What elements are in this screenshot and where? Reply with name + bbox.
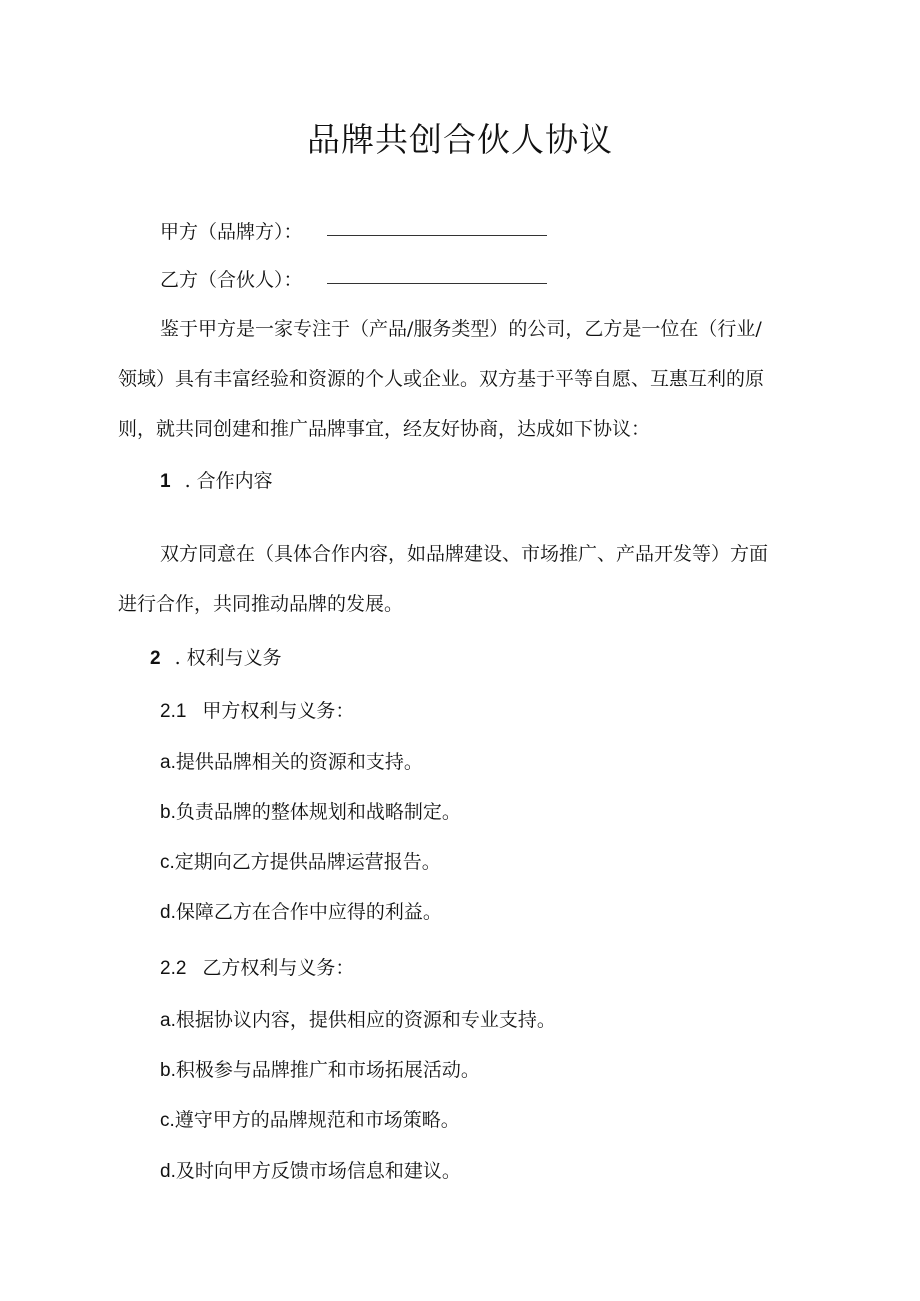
party-b-label: 乙方（合伙人）： — [160, 269, 303, 291]
subsection-2-1-heading — [160, 698, 354, 725]
section-2-heading — [150, 645, 282, 672]
subsection-2-2-title: 乙方权利与义务： — [202, 957, 355, 979]
section-2-title: . 权利与义务 — [174, 647, 282, 669]
party-a-label: 甲方（品牌方）： — [160, 221, 303, 243]
list-item-letter: b. — [160, 802, 176, 823]
list-item — [160, 1158, 461, 1185]
list-item — [160, 899, 442, 926]
section-1-body-line-1: 双方同意在（具体合作内容，如品牌建设、市场推广、产品开发等）方面 — [160, 543, 769, 565]
section-2-number: 2 — [150, 648, 161, 669]
subsection-2-2-number: 2.2 — [160, 958, 187, 979]
list-item — [160, 1057, 480, 1084]
list-item-text: 积极参与品牌推广和市场拓展活动。 — [175, 1059, 480, 1081]
list-item — [160, 1007, 556, 1034]
list-item-text: 及时向甲方反馈市场信息和建议。 — [175, 1160, 461, 1182]
list-item-text: 负责品牌的整体规划和战略制定。 — [175, 801, 461, 823]
section-1-heading — [160, 468, 273, 495]
document-title: 品牌共创合伙人协议 — [307, 120, 613, 159]
list-item-text: 遵守甲方的品牌规范和市场策略。 — [174, 1109, 460, 1131]
list-item-letter: c. — [160, 1110, 175, 1131]
list-item — [160, 749, 423, 776]
party-a-blank-line — [327, 234, 547, 236]
list-item-letter: d. — [160, 1161, 176, 1182]
party-a-line — [160, 219, 547, 245]
party-b-line — [160, 267, 547, 293]
list-item-letter: c. — [160, 852, 175, 873]
preamble-line-2: 领域）具有丰富经验和资源的个人或企业。双方基于平等自愿、互惠互利的原 — [118, 368, 765, 390]
preamble-line-3: 则，就共同创建和推广品牌事宜，经友好协商，达成如下协议： — [118, 418, 651, 440]
list-item — [160, 849, 441, 876]
subsection-2-1-title: 甲方权利与义务： — [202, 700, 355, 722]
list-item-text: 保障乙方在合作中应得的利益。 — [175, 901, 442, 923]
preamble-line-1: 鉴于甲方是一家专注于（产品/服务类型）的公司，乙方是一位在（行业/ — [160, 318, 762, 340]
list-item — [160, 1107, 460, 1134]
subsection-2-2-heading — [160, 955, 354, 982]
list-item-text: 根据协议内容，提供相应的资源和专业支持。 — [175, 1009, 556, 1031]
party-b-blank-line — [327, 282, 547, 284]
list-item-letter: d. — [160, 902, 176, 923]
section-1-body-line-2: 进行合作，共同推动品牌的发展。 — [118, 593, 404, 615]
subsection-2-1-number: 2.1 — [160, 701, 187, 722]
list-item — [160, 799, 461, 826]
list-item-letter: a. — [160, 752, 176, 773]
section-1-number: 1 — [160, 471, 171, 492]
section-1-title: . 合作内容 — [184, 470, 273, 492]
list-item-letter: b. — [160, 1060, 176, 1081]
list-item-text: 提供品牌相关的资源和支持。 — [175, 751, 423, 773]
list-item-letter: a. — [160, 1010, 176, 1031]
list-item-text: 定期向乙方提供品牌运营报告。 — [174, 851, 441, 873]
